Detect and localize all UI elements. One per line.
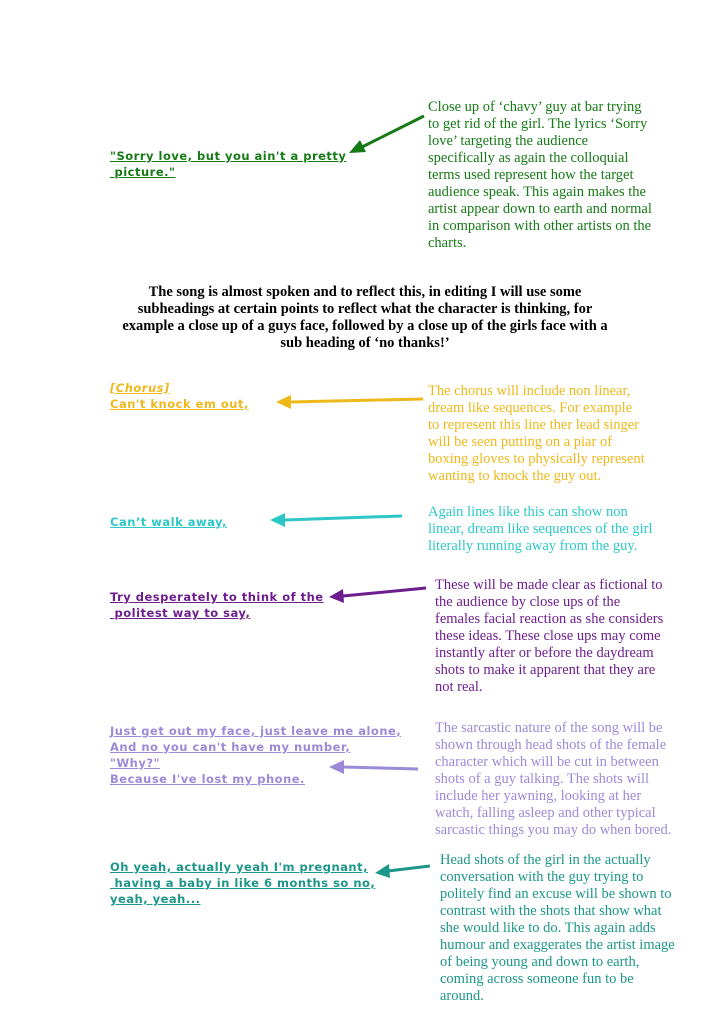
note-line: she would like to do. This again adds bbox=[440, 920, 656, 936]
note-line: females facial reaction as she considers bbox=[435, 611, 664, 627]
note-line: sarcastic things you may do when bored. bbox=[435, 822, 672, 838]
note-line: shown through head shots of the female bbox=[435, 737, 667, 753]
note-line: specifically as again the colloquial bbox=[428, 150, 629, 166]
note-line: shots of a guy talking. The shots will bbox=[435, 771, 650, 787]
arrow-lavender bbox=[329, 760, 418, 774]
arrow-green bbox=[349, 116, 424, 153]
note-line: around. bbox=[440, 988, 484, 1004]
intro-line: sub heading of ‘no thanks!’ bbox=[280, 335, 450, 351]
note-line: conversation with the guy trying to bbox=[440, 869, 644, 885]
lyric-line: having a baby in like 6 months so no, bbox=[110, 876, 376, 890]
note-line: literally running away from the guy. bbox=[428, 538, 638, 554]
arrow-purple bbox=[329, 588, 426, 603]
note-line: love’ targeting the audience bbox=[428, 133, 589, 149]
note-line: not real. bbox=[435, 679, 483, 695]
note-line: Close up of ‘chavy’ guy at bar trying bbox=[428, 99, 642, 115]
note-line: wanting to knock the guy out. bbox=[428, 468, 602, 484]
intro-line: subheadings at certain points to reflect what the character is thinking, for bbox=[137, 301, 593, 317]
note-line: shots to make it apparent that they are bbox=[435, 662, 656, 678]
lyric-line: Can't knock em out, bbox=[110, 397, 249, 411]
arrow-cyan bbox=[270, 513, 402, 527]
note-line: terms used represent how the target bbox=[428, 167, 634, 183]
lyric-line: picture." bbox=[110, 165, 176, 179]
lyric-line: Oh yeah, actually yeah I'm pregnant, bbox=[110, 860, 368, 874]
lyric-line: "Why?" bbox=[110, 756, 161, 770]
note-line: character which will be cut in between bbox=[435, 754, 659, 770]
note-line: charts. bbox=[428, 235, 467, 251]
note-line: coming across someone fun to be bbox=[440, 971, 634, 987]
note-line: The sarcastic nature of the song will be bbox=[435, 720, 663, 736]
note-line: These will be made clear as fictional to bbox=[435, 577, 663, 593]
note-line: audience speak. This again makes the bbox=[428, 184, 646, 200]
lyric-line: politest way to say, bbox=[110, 606, 251, 620]
note-line: of being young and down to earth, bbox=[440, 954, 640, 970]
note-line: contrast with the shots that show what bbox=[440, 903, 662, 919]
arrow-orange bbox=[276, 395, 423, 409]
note-line: to get rid of the girl. The lyrics ‘Sorry bbox=[428, 116, 648, 132]
intro-line: The song is almost spoken and to reflect this, in editing I will use some bbox=[148, 284, 582, 300]
note-line: watch, falling asleep and other typical bbox=[435, 805, 656, 821]
note-line: the audience by close ups of the bbox=[435, 594, 621, 610]
note-line: Head shots of the girl in the actually bbox=[440, 852, 651, 868]
lyric-line: Try desperately to think of the bbox=[110, 590, 324, 604]
note-line: The chorus will include non linear, bbox=[428, 383, 631, 399]
lyric-line: Just get out my face, just leave me alone, bbox=[110, 724, 402, 738]
note-line: artist appear down to earth and normal bbox=[428, 201, 652, 217]
intro-line: example a close up of a guys face, followed by a close up of the girls face with a bbox=[122, 318, 608, 334]
note-line: these ideas. These close ups may come bbox=[435, 628, 661, 644]
note-line: instantly after or before the daydream bbox=[435, 645, 654, 661]
lyric-line: Can’t walk away, bbox=[110, 515, 227, 529]
note-line: dream like sequences. For example bbox=[428, 400, 633, 416]
lyric-line: [Chorus] bbox=[110, 381, 170, 395]
note-line: linear, dream like sequences of the girl bbox=[428, 521, 653, 537]
note-line: boxing gloves to physically represent bbox=[428, 451, 645, 467]
note-line: to represent this line ther lead singer bbox=[428, 417, 639, 433]
lyric-line: "Sorry love, but you ain't a pretty bbox=[110, 149, 347, 163]
note-line: in comparison with other artists on the bbox=[428, 218, 652, 234]
note-line: politely find an excuse will be shown to bbox=[440, 886, 672, 902]
lyric-line: And no you can't have my number, bbox=[110, 740, 351, 754]
lyric-line: Because I've lost my phone. bbox=[110, 772, 305, 786]
note-line: include her yawning, looking at her bbox=[435, 788, 642, 804]
arrow-teal bbox=[375, 864, 430, 878]
lyric-line: yeah, yeah... bbox=[110, 892, 201, 906]
note-line: Again lines like this can show non bbox=[428, 504, 628, 520]
note-line: will be seen putting on a piar of bbox=[428, 434, 613, 450]
note-line: humour and exaggerates the artist image bbox=[440, 937, 675, 953]
